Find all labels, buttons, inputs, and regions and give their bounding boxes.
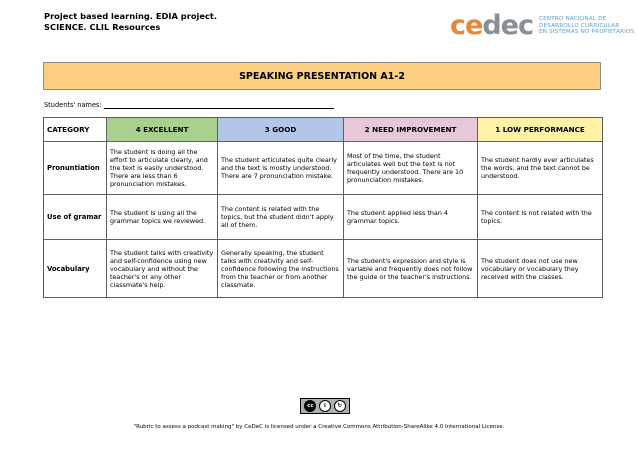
creative-commons-badge[interactable]: [300, 398, 350, 414]
header-need-improvement: 2 NEED IMPROVEMENT: [344, 118, 478, 142]
document-header: [44, 11, 217, 33]
rubric-table: [43, 117, 603, 298]
cell-excellent: The student talks with creativity and self-confidence using new vocabulary and without the teacher's or any other classmate's help.: [107, 240, 218, 298]
header-line-1: Project based learning. EDIA project.: [44, 11, 218, 21]
rubric-row-vocabulary: [44, 240, 603, 298]
cell-good: Generally speaking, the student talks with creativity and self-confidence following the instructions from the teacher or from another classmate.: [218, 240, 344, 298]
cc-icon: cc: [304, 400, 316, 412]
cedec-logo: [450, 10, 634, 42]
students-names-label: Students' names:: [44, 101, 102, 109]
cell-excellent: The student is doing all the effort to articulate clearly, and the text is easily understood. There are less than 6 pronunciation mistakes.: [107, 142, 218, 195]
cell-low-performance: The student hardly ever articulates the words, and the text cannot be understood.: [478, 142, 603, 195]
header-line-2: SCIENCE. CLIL Resources: [44, 22, 161, 32]
header-low-performance: 1 LOW PERFORMANCE: [478, 118, 603, 142]
attribution-icon: i: [319, 400, 331, 412]
logo-word-part-2: dec: [482, 10, 533, 41]
rubric-row-pronunciation: [44, 142, 603, 195]
header-category: CATEGORY: [44, 118, 107, 142]
header-excellent: 4 EXCELLENT: [107, 118, 218, 142]
header-good: 3 GOOD: [218, 118, 344, 142]
logo-subtitle-line-2: DESARROLLO CURRICULAR: [538, 22, 620, 29]
rubric-header-row: [44, 118, 603, 142]
cell-need-improvement: Most of the time, the student articulates well but the text is not frequently understood. There are 10 pronunciation mistakes.: [344, 142, 478, 195]
logo-subtitle: [539, 16, 634, 36]
cell-good: The student articulates quite clearly and the text is mostly understood. There are 7 pronunciation mistake.: [218, 142, 344, 195]
document-title: SPEAKING PRESENTATION A1-2: [43, 62, 601, 90]
logo-wordmark: [450, 11, 533, 41]
share-alike-icon: ↻: [334, 400, 346, 412]
cell-need-improvement: The student's expression and style is variable and frequently does not follow the guide or the teacher's instructions.: [344, 240, 478, 298]
cell-low-performance: The student does not use new vocabulary or vocabulary they received with the classes.: [478, 240, 603, 298]
cell-good: The content is related with the topics, but the student didn't apply all of them.: [218, 195, 344, 240]
logo-word-part-1: ce: [450, 10, 483, 41]
row-label: Pronuntiation: [44, 142, 107, 195]
cell-excellent: The student is using all the grammar topics we reviewed.: [107, 195, 218, 240]
cell-need-improvement: The student applied less than 4 grammar topics.: [344, 195, 478, 240]
license-footer: "Rubric to assess a podcast making" by CeDeC is licensed under a Creative Commons Attribution-ShareAlike 4.0 International License.: [133, 424, 505, 430]
students-names-field: [44, 101, 334, 109]
logo-subtitle-line-3: EN SISTEMAS NO PROPIETARIOS: [538, 29, 635, 36]
row-label: Vocabulary: [44, 240, 107, 298]
cell-low-performance: The content is not related with the topics.: [478, 195, 603, 240]
rubric-row-grammar: [44, 195, 603, 240]
students-names-line[interactable]: [104, 101, 334, 109]
logo-subtitle-line-1: CENTRO NACIONAL DE: [538, 16, 607, 23]
row-label: Use of gramar: [44, 195, 107, 240]
